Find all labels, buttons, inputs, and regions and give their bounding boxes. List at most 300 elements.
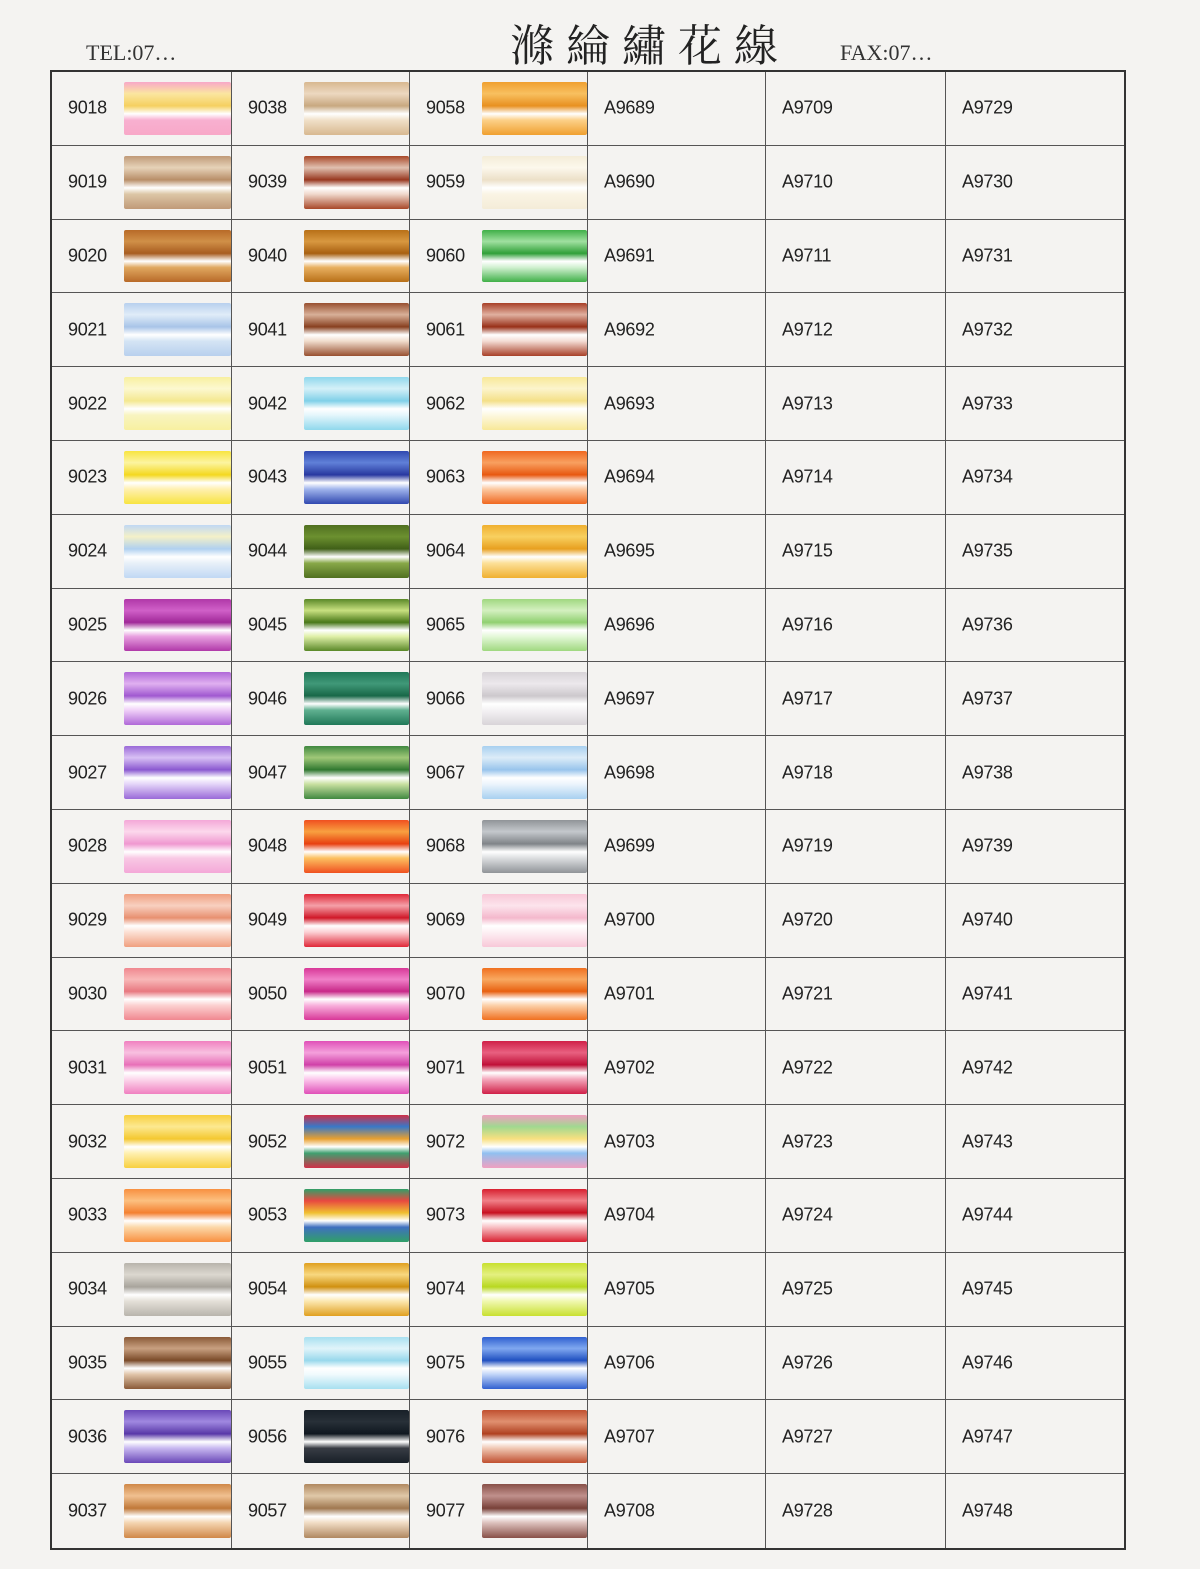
thread-swatch (304, 1263, 409, 1316)
code-cell (766, 1400, 946, 1474)
thread-code: 9027 (68, 762, 107, 783)
code-cell (766, 515, 946, 589)
code-cell (946, 1474, 1124, 1548)
thread-code: A9734 (962, 466, 1013, 487)
header-tel: TEL:07… (86, 40, 177, 65)
thread-swatch (304, 968, 409, 1021)
swatch-cell (232, 736, 410, 810)
thread-swatch (482, 451, 587, 504)
code-cell (766, 589, 946, 663)
code-cell (946, 810, 1124, 884)
thread-code: A9702 (604, 1057, 655, 1078)
thread-code: 9022 (68, 393, 107, 414)
code-cell (946, 515, 1124, 589)
code-cell (588, 367, 766, 441)
thread-code: A9694 (604, 466, 655, 487)
thread-swatch (124, 1337, 231, 1390)
swatch-cell (232, 810, 410, 884)
code-cell (766, 810, 946, 884)
code-cell (946, 958, 1124, 1032)
swatch-cell (410, 293, 588, 367)
code-cell (588, 1400, 766, 1474)
thread-swatch (482, 303, 587, 356)
code-cell (588, 736, 766, 810)
thread-code: 9059 (426, 171, 465, 192)
thread-code: A9703 (604, 1131, 655, 1152)
thread-code: A9728 (782, 1500, 833, 1521)
thread-swatch (304, 156, 409, 209)
thread-swatch (304, 1484, 409, 1538)
thread-code: A9693 (604, 393, 655, 414)
thread-swatch (304, 82, 409, 135)
thread-swatch (124, 1041, 231, 1094)
thread-swatch (124, 820, 231, 873)
thread-code: 9062 (426, 393, 465, 414)
thread-swatch (482, 1410, 587, 1463)
thread-code: A9736 (962, 614, 1013, 635)
thread-code: A9697 (604, 688, 655, 709)
swatch-cell (232, 958, 410, 1032)
thread-code: A9700 (604, 909, 655, 930)
thread-swatch (482, 1115, 587, 1168)
thread-code: 9055 (248, 1352, 287, 1373)
code-cell (766, 1474, 946, 1548)
thread-swatch (304, 894, 409, 947)
thread-code: A9695 (604, 540, 655, 561)
thread-swatch (482, 968, 587, 1021)
code-cell (946, 220, 1124, 294)
swatch-cell (232, 220, 410, 294)
thread-code: 9070 (426, 983, 465, 1004)
thread-swatch (304, 1041, 409, 1094)
thread-code: A9724 (782, 1204, 833, 1225)
thread-swatch (482, 230, 587, 283)
swatch-cell (410, 884, 588, 958)
swatch-cell (52, 736, 232, 810)
code-cell (766, 146, 946, 220)
swatch-cell (52, 515, 232, 589)
thread-code: A9698 (604, 762, 655, 783)
thread-code: A9727 (782, 1426, 833, 1447)
thread-code: 9058 (426, 97, 465, 118)
swatch-cell (232, 1031, 410, 1105)
swatch-cell (232, 589, 410, 663)
code-cell (946, 589, 1124, 663)
swatch-cell (410, 662, 588, 736)
code-cell (588, 1253, 766, 1327)
code-cell (946, 293, 1124, 367)
thread-code: 9073 (426, 1204, 465, 1225)
swatch-cell (52, 441, 232, 515)
thread-code: 9034 (68, 1278, 107, 1299)
swatch-cell (232, 441, 410, 515)
thread-code: A9747 (962, 1426, 1013, 1447)
code-cell (588, 884, 766, 958)
thread-swatch (482, 599, 587, 652)
thread-swatch (482, 1263, 587, 1316)
thread-swatch (482, 746, 587, 799)
thread-swatch (124, 1410, 231, 1463)
thread-code: A9718 (782, 762, 833, 783)
swatch-cell (410, 1253, 588, 1327)
swatch-cell (232, 1253, 410, 1327)
thread-code: 9049 (248, 909, 287, 930)
thread-code: A9746 (962, 1352, 1013, 1373)
thread-swatch (124, 377, 231, 430)
thread-swatch (124, 525, 231, 578)
code-cell (766, 1253, 946, 1327)
swatch-cell (52, 1179, 232, 1253)
thread-code: 9051 (248, 1057, 287, 1078)
thread-code: A9741 (962, 983, 1013, 1004)
thread-swatch (482, 1484, 587, 1538)
swatch-cell (410, 810, 588, 884)
swatch-cell (410, 1179, 588, 1253)
code-cell (588, 146, 766, 220)
code-cell (946, 662, 1124, 736)
thread-code: 9076 (426, 1426, 465, 1447)
swatch-cell (410, 515, 588, 589)
swatch-cell (52, 293, 232, 367)
swatch-cell (52, 1253, 232, 1327)
thread-code: 9041 (248, 319, 287, 340)
swatch-cell (52, 1400, 232, 1474)
code-cell (766, 1327, 946, 1401)
thread-code: A9706 (604, 1352, 655, 1373)
swatch-cell (232, 1400, 410, 1474)
thread-swatch (304, 303, 409, 356)
swatch-cell (410, 72, 588, 146)
thread-code: 9031 (68, 1057, 107, 1078)
code-cell (766, 1179, 946, 1253)
thread-code: 9045 (248, 614, 287, 635)
thread-swatch (124, 156, 231, 209)
swatch-cell (410, 589, 588, 663)
thread-code: A9743 (962, 1131, 1013, 1152)
code-cell (766, 884, 946, 958)
swatch-cell (232, 146, 410, 220)
thread-swatch (304, 1410, 409, 1463)
swatch-cell (232, 1179, 410, 1253)
thread-code: A9714 (782, 466, 833, 487)
code-cell (766, 1031, 946, 1105)
code-cell (588, 1105, 766, 1179)
thread-code: 9054 (248, 1278, 287, 1299)
code-cell (588, 958, 766, 1032)
code-cell (766, 662, 946, 736)
thread-swatch (124, 1189, 231, 1242)
thread-code: 9060 (426, 245, 465, 266)
code-cell (588, 810, 766, 884)
swatch-cell (410, 441, 588, 515)
thread-code: 9040 (248, 245, 287, 266)
code-cell (946, 1105, 1124, 1179)
thread-code: A9723 (782, 1131, 833, 1152)
thread-code: A9744 (962, 1204, 1013, 1225)
thread-code: 9036 (68, 1426, 107, 1447)
thread-swatch (124, 894, 231, 947)
thread-swatch (482, 894, 587, 947)
swatch-cell (232, 293, 410, 367)
thread-code: A9705 (604, 1278, 655, 1299)
thread-code: 9064 (426, 540, 465, 561)
swatch-cell (410, 146, 588, 220)
code-cell (946, 441, 1124, 515)
thread-code: A9709 (782, 97, 833, 118)
thread-code: 9035 (68, 1352, 107, 1373)
code-cell (588, 589, 766, 663)
swatch-cell (410, 1474, 588, 1548)
thread-code: A9738 (962, 762, 1013, 783)
thread-code: A9721 (782, 983, 833, 1004)
thread-code: A9710 (782, 171, 833, 192)
swatch-cell (52, 72, 232, 146)
header-fax: FAX:07… (840, 40, 933, 65)
thread-code: 9048 (248, 835, 287, 856)
thread-code: 9037 (68, 1500, 107, 1521)
thread-code: 9077 (426, 1500, 465, 1521)
thread-swatch (304, 672, 409, 725)
code-cell (946, 146, 1124, 220)
thread-code: A9732 (962, 319, 1013, 340)
code-cell (588, 515, 766, 589)
code-cell (588, 72, 766, 146)
code-cell (588, 662, 766, 736)
thread-swatch (124, 1484, 231, 1538)
swatch-cell (52, 367, 232, 441)
thread-swatch (124, 672, 231, 725)
thread-code: A9689 (604, 97, 655, 118)
thread-code: A9716 (782, 614, 833, 635)
thread-code: A9715 (782, 540, 833, 561)
thread-code: 9067 (426, 762, 465, 783)
thread-code: 9057 (248, 1500, 287, 1521)
thread-code: A9737 (962, 688, 1013, 709)
thread-code: 9039 (248, 171, 287, 192)
thread-code: 9032 (68, 1131, 107, 1152)
swatch-cell (52, 589, 232, 663)
code-cell (588, 220, 766, 294)
thread-swatch (304, 1337, 409, 1390)
thread-code: 9021 (68, 319, 107, 340)
thread-swatch (124, 746, 231, 799)
swatch-cell (410, 958, 588, 1032)
swatch-cell (232, 884, 410, 958)
code-cell (946, 367, 1124, 441)
thread-code: A9713 (782, 393, 833, 414)
thread-code: 9075 (426, 1352, 465, 1373)
thread-code: 9025 (68, 614, 107, 635)
code-cell (766, 293, 946, 367)
code-cell (766, 736, 946, 810)
thread-code: A9748 (962, 1500, 1013, 1521)
swatch-cell (232, 515, 410, 589)
thread-code: A9729 (962, 97, 1013, 118)
thread-code: 9023 (68, 466, 107, 487)
thread-code: 9053 (248, 1204, 287, 1225)
thread-code: A9742 (962, 1057, 1013, 1078)
thread-swatch (304, 1189, 409, 1242)
thread-code: A9692 (604, 319, 655, 340)
thread-swatch (482, 377, 587, 430)
thread-code: 9030 (68, 983, 107, 1004)
thread-code: 9071 (426, 1057, 465, 1078)
swatch-cell (410, 1105, 588, 1179)
code-cell (946, 1327, 1124, 1401)
thread-code: A9691 (604, 245, 655, 266)
thread-code: A9699 (604, 835, 655, 856)
code-cell (588, 441, 766, 515)
thread-swatch (482, 1337, 587, 1390)
swatch-cell (52, 1105, 232, 1179)
thread-swatch (482, 1041, 587, 1094)
thread-code: A9701 (604, 983, 655, 1004)
thread-code: A9745 (962, 1278, 1013, 1299)
thread-swatch (124, 968, 231, 1021)
code-cell (946, 72, 1124, 146)
thread-code: 9061 (426, 319, 465, 340)
color-chart-table (50, 70, 1126, 1550)
thread-swatch (482, 156, 587, 209)
code-cell (766, 220, 946, 294)
thread-code: A9733 (962, 393, 1013, 414)
thread-code: A9740 (962, 909, 1013, 930)
thread-code: 9047 (248, 762, 287, 783)
code-cell (588, 1031, 766, 1105)
thread-code: 9046 (248, 688, 287, 709)
thread-code: A9696 (604, 614, 655, 635)
thread-code: 9050 (248, 983, 287, 1004)
swatch-cell (232, 1327, 410, 1401)
swatch-cell (410, 1327, 588, 1401)
thread-code: 9042 (248, 393, 287, 414)
thread-swatch (482, 525, 587, 578)
code-cell (588, 1474, 766, 1548)
thread-code: 9068 (426, 835, 465, 856)
thread-swatch (124, 1263, 231, 1316)
swatch-cell (410, 367, 588, 441)
thread-swatch (482, 1189, 587, 1242)
thread-swatch (304, 451, 409, 504)
thread-code: 9072 (426, 1131, 465, 1152)
swatch-cell (232, 1474, 410, 1548)
thread-swatch (304, 230, 409, 283)
thread-swatch (304, 599, 409, 652)
swatch-cell (410, 736, 588, 810)
thread-code: A9711 (782, 245, 832, 266)
thread-code: A9730 (962, 171, 1013, 192)
thread-swatch (304, 746, 409, 799)
thread-swatch (304, 525, 409, 578)
thread-swatch (304, 377, 409, 430)
swatch-cell (232, 72, 410, 146)
thread-code: A9707 (604, 1426, 655, 1447)
thread-swatch (124, 451, 231, 504)
thread-code: A9712 (782, 319, 833, 340)
thread-code: 9063 (426, 466, 465, 487)
code-cell (946, 1031, 1124, 1105)
thread-code: 9026 (68, 688, 107, 709)
thread-code: A9690 (604, 171, 655, 192)
thread-code: 9038 (248, 97, 287, 118)
code-cell (946, 736, 1124, 810)
swatch-cell (410, 1031, 588, 1105)
thread-code: 9074 (426, 1278, 465, 1299)
swatch-cell (232, 1105, 410, 1179)
thread-code: A9722 (782, 1057, 833, 1078)
thread-swatch (124, 303, 231, 356)
page-title: 滌綸繡花線 (510, 21, 790, 72)
thread-code: A9725 (782, 1278, 833, 1299)
code-cell (766, 367, 946, 441)
thread-code: A9720 (782, 909, 833, 930)
thread-swatch (304, 1115, 409, 1168)
thread-code: 9028 (68, 835, 107, 856)
thread-code: 9052 (248, 1131, 287, 1152)
thread-code: 9018 (68, 97, 107, 118)
thread-code: A9739 (962, 835, 1013, 856)
code-cell (588, 1327, 766, 1401)
thread-swatch (124, 230, 231, 283)
code-cell (588, 293, 766, 367)
thread-code: A9726 (782, 1352, 833, 1373)
thread-code: 9056 (248, 1426, 287, 1447)
thread-code: 9066 (426, 688, 465, 709)
thread-code: A9735 (962, 540, 1013, 561)
swatch-cell (410, 1400, 588, 1474)
code-cell (766, 1105, 946, 1179)
swatch-cell (52, 1474, 232, 1548)
thread-code: 9024 (68, 540, 107, 561)
thread-swatch (124, 82, 231, 135)
thread-swatch (482, 82, 587, 135)
swatch-cell (52, 220, 232, 294)
thread-code: A9704 (604, 1204, 655, 1225)
code-cell (946, 1400, 1124, 1474)
code-cell (946, 1253, 1124, 1327)
swatch-cell (52, 810, 232, 884)
thread-swatch (482, 672, 587, 725)
thread-code: A9708 (604, 1500, 655, 1521)
thread-code: 9065 (426, 614, 465, 635)
swatch-cell (52, 958, 232, 1032)
code-cell (766, 72, 946, 146)
swatch-cell (52, 146, 232, 220)
thread-code: A9719 (782, 835, 833, 856)
thread-code: A9717 (782, 688, 833, 709)
code-cell (588, 1179, 766, 1253)
swatch-cell (232, 662, 410, 736)
thread-code: A9731 (962, 245, 1013, 266)
thread-swatch (124, 599, 231, 652)
code-cell (766, 441, 946, 515)
thread-swatch (124, 1115, 231, 1168)
thread-code: 9044 (248, 540, 287, 561)
code-cell (946, 884, 1124, 958)
thread-code: 9029 (68, 909, 107, 930)
swatch-cell (232, 367, 410, 441)
swatch-cell (52, 1031, 232, 1105)
thread-code: 9043 (248, 466, 287, 487)
thread-swatch (482, 820, 587, 873)
thread-code: 9019 (68, 171, 107, 192)
code-cell (946, 1179, 1124, 1253)
code-cell (766, 958, 946, 1032)
thread-code: 9033 (68, 1204, 107, 1225)
swatch-cell (410, 220, 588, 294)
thread-code: 9069 (426, 909, 465, 930)
thread-swatch (304, 820, 409, 873)
